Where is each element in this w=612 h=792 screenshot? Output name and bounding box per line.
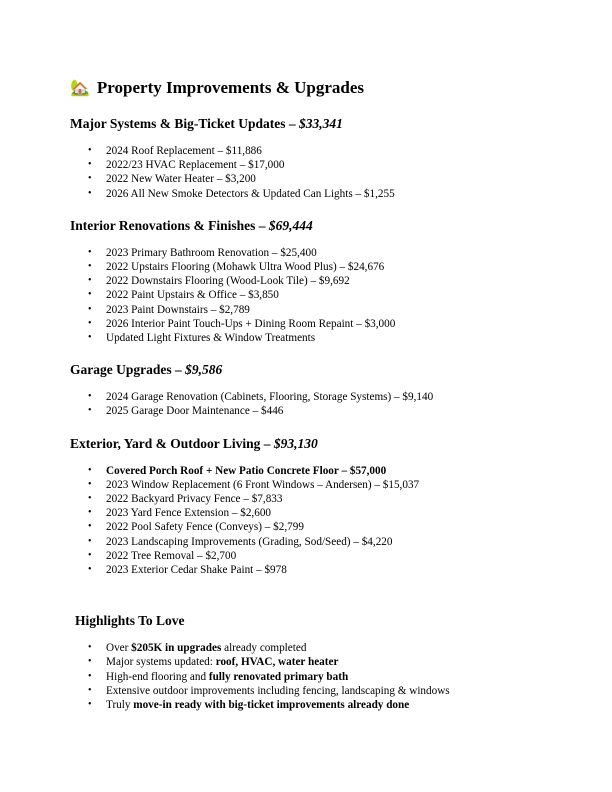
list-item: • 2023 Landscaping Improvements (Grading, Sod/Seed) – $4,220: [106, 535, 542, 549]
section-heading: [70, 436, 542, 452]
list-item: • Major systems updated: roof, HVAC, water heater: [106, 655, 542, 669]
list-item: • 2023 Exterior Cedar Shake Paint – $978: [106, 563, 542, 577]
list-item: • 2024 Roof Replacement – $11,886: [106, 144, 542, 158]
section-garage-upgrades: [70, 362, 542, 418]
list-item: • Truly move-in ready with big-ticket improvements already done: [106, 698, 542, 712]
section-major-systems: [70, 116, 542, 201]
list-item: • 2022 Paint Upstairs & Office – $3,850: [106, 288, 542, 302]
bullet-list: [70, 390, 542, 418]
section-total-amount: $69,444: [268, 217, 313, 233]
list-item: • 2022 New Water Heater – $3,200: [106, 172, 542, 186]
section-heading: [70, 218, 542, 234]
section-heading-text: Garage Upgrades –: [70, 362, 186, 378]
section-heading-text: Highlights To Love: [75, 613, 185, 629]
list-item: • High-end flooring and fully renovated primary bath: [106, 670, 542, 684]
list-item: • 2022 Tree Removal – $2,700: [106, 549, 542, 563]
list-item: • 2022 Pool Safety Fence (Conveys) – $2,799: [106, 520, 542, 534]
list-item: • 2023 Paint Downstairs – $2,789: [106, 303, 542, 317]
bullet-list: [70, 246, 542, 345]
list-item: • 2026 All New Smoke Detectors & Updated Can Lights – $1,255: [106, 187, 542, 201]
list-item: • 2023 Primary Bathroom Renovation – $25,400: [106, 246, 542, 260]
list-item: • 2022/23 HVAC Replacement – $17,000: [106, 158, 542, 172]
section-heading: [70, 613, 542, 629]
section-highlights-to-love: [70, 613, 542, 712]
section-heading-text: Exterior, Yard & Outdoor Living –: [70, 435, 274, 451]
bullet-list: [70, 641, 542, 712]
section-heading-text: Interior Renovations & Finishes –: [70, 217, 269, 233]
document-title-text: Property Improvements & Upgrades: [96, 78, 365, 97]
section-heading: [70, 362, 542, 378]
list-item: • 2022 Backyard Privacy Fence – $7,833: [106, 492, 542, 506]
house-icon: 🏡: [70, 80, 90, 97]
list-item: • Covered Porch Roof + New Patio Concrete Floor – $57,000: [106, 464, 542, 478]
bullet-list: [70, 144, 542, 201]
list-item: • 2025 Garage Door Maintenance – $446: [106, 404, 542, 418]
document-title: [70, 78, 542, 99]
section-exterior-yard-outdoor: [70, 436, 542, 578]
section-total-amount: $33,341: [299, 116, 343, 131]
sections-container: [70, 116, 542, 712]
list-item: • 2026 Interior Paint Touch-Ups + Dining Room Repaint – $3,000: [106, 317, 542, 331]
list-item: • Over $205K in upgrades already completed: [106, 641, 542, 655]
list-item: • 2022 Upstairs Flooring (Mohawk Ultra Wood Plus) – $24,676: [106, 260, 542, 274]
list-item: • 2022 Downstairs Flooring (Wood-Look Tile) – $9,692: [106, 274, 542, 288]
list-item: • 2023 Window Replacement (6 Front Windows – Andersen) – $15,037: [106, 478, 542, 492]
list-item: • Extensive outdoor improvements including fencing, landscaping & windows: [106, 684, 542, 698]
bullet-list: [70, 464, 542, 578]
list-item: • 2024 Garage Renovation (Cabinets, Flooring, Storage Systems) – $9,140: [106, 390, 542, 404]
list-item: • Updated Light Fixtures & Window Treatments: [106, 331, 542, 345]
section-total-amount: $9,586: [185, 362, 223, 378]
section-heading: [70, 116, 542, 132]
section-heading-text: Major Systems & Big-Ticket Updates –: [70, 116, 299, 131]
list-item: • 2023 Yard Fence Extension – $2,600: [106, 506, 542, 520]
section-interior-renovations: [70, 218, 542, 345]
section-total-amount: $93,130: [273, 435, 318, 451]
